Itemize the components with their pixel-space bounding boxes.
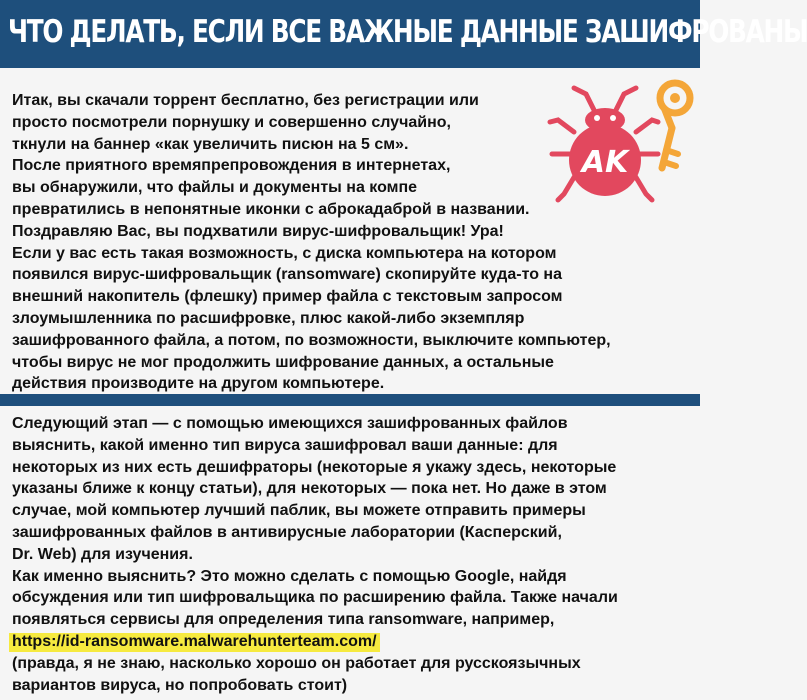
text-line: вы обнаружили, что файлы и документы на компе: [12, 179, 418, 197]
text-line: внешний накопитель (флешку) пример файла с текстовым запросом: [12, 288, 563, 306]
next-step-text-block: [12, 413, 618, 696]
text-line: указаны ближе к концу статьи), для некоторых — пока нет. Но даже в этом: [12, 480, 607, 498]
text-line: некоторых из них есть дешифраторы (некоторые я укажу здесь, некоторые: [12, 458, 617, 476]
text-line: просто посмотрели порнушку и совершенно случайно,: [12, 113, 451, 131]
text-line: Следующий этап — с помощью имеющихся зашифрованных файлов: [12, 415, 568, 432]
text-line: (правда, я не знаю, насколько хорошо он работает для русскоязычных: [12, 654, 581, 672]
section-divider: [0, 394, 700, 406]
text-line: После приятного времяпрепровождения в интернетах,: [12, 157, 451, 175]
text-line: ткнули на баннер «как увеличить писюн на 5 см».: [12, 135, 409, 153]
text-line: обсуждения или тип шифровальщика по расширению файла. Также начали: [12, 589, 618, 607]
text-line: появляться сервисы для определения типа ransomware, например,: [12, 611, 555, 629]
text-line: Итак, вы скачали торрент бесплатно, без регистрации или: [12, 92, 479, 109]
text-line: чтобы вирус не мог продолжить шифрование данных, а остальные: [12, 353, 554, 371]
text-line: зашифрованных файлов в антивирусные лаборатории (Касперский,: [12, 523, 562, 541]
text-line: зашифрованного файла, а потом, по возможности, выключите компьютер,: [12, 331, 611, 349]
ransomware-id-link[interactable]: https://id-ransomware.malwarehunterteam.com/: [12, 632, 377, 650]
text-line: Если у вас есть такая возможность, с диска компьютера на котором: [12, 244, 557, 262]
text-line: вариантов вируса, но попробовать стоит): [12, 676, 348, 694]
page-title: ЧТО ДЕЛАТЬ, ЕСЛИ ВСЕ ВАЖНЫЕ ДАННЫЕ ЗАШИФРОВАНЫ: [8, 14, 807, 50]
text-line: злоумышленника по расшифровке, плюс какой-либо экземпляр: [12, 309, 525, 327]
text-line: Поздравляю Вас, вы подхватили вирус-шифровальщик! Ура!: [12, 222, 504, 240]
text-line: Dr. Web) для изучения.: [12, 545, 193, 563]
text-line: появился вирус-шифровальщик (ransomware) скопируйте куда-то на: [12, 266, 562, 284]
text-line: действия производите на другом компьютере.: [12, 375, 385, 393]
intro-text-block: [12, 90, 611, 395]
highlighted-link[interactable]: [12, 631, 377, 653]
text-line: случае, мой компьютер лучший паблик, вы можете отправить примеры: [12, 502, 586, 520]
key-icon: [660, 83, 690, 168]
text-line: Как именно выяснить? Это можно сделать с помощью Google, найдя: [12, 567, 567, 585]
text-line: превратились в непонятные иконки с аброкадаброй в названии.: [12, 200, 530, 218]
bug-badge-text: AK: [581, 145, 629, 180]
text-line: выяснить, какой именно тип вируса зашифровал ваши данные: для: [12, 436, 558, 454]
header-banner: [0, 0, 807, 68]
